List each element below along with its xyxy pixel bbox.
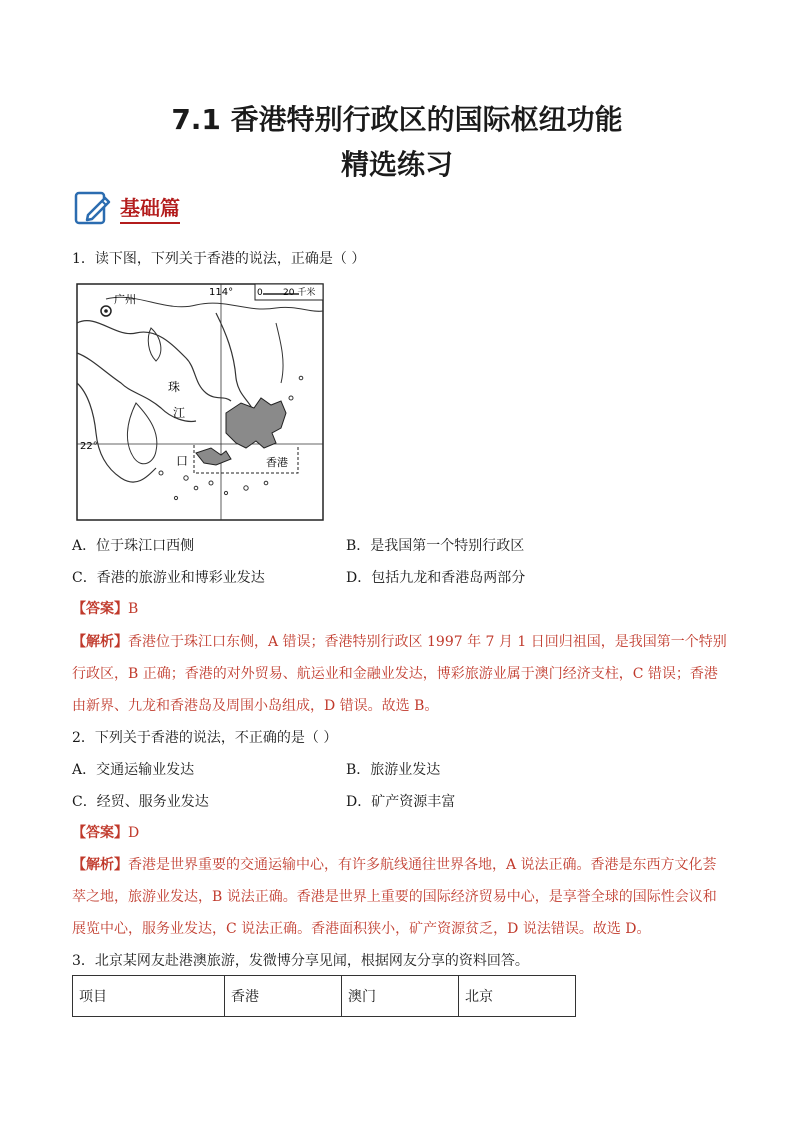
- q1-option-a: A．位于珠江口西侧: [72, 538, 195, 554]
- map-label-longitude: 114°: [209, 287, 234, 298]
- q1-answer-label: 【答案】: [72, 601, 128, 617]
- q1-answer: [72, 600, 138, 618]
- q2-option-a: A．交通运输业发达: [72, 762, 195, 778]
- map-label-zhu: 珠: [168, 380, 181, 394]
- q2-analysis-line3: 展览中心，服务业发达，C 说法正确。香港面积狭小，矿产资源贫乏，D 说法错误。故选 D。: [72, 921, 651, 937]
- q2-analysis-text1: 香港是世界重要的交通运输中心，有许多航线通往世界各地，A 说法正确。香港是东西方文化荟: [128, 857, 717, 873]
- q2-stem: 2．下列关于香港的说法，不正确的是（ ）: [72, 730, 338, 746]
- section-label: 基础篇: [120, 192, 180, 224]
- table-header-cell: 项目: [73, 976, 225, 1017]
- q2-option-d: D．矿产资源丰富: [346, 794, 456, 810]
- q1-answer-value: B: [128, 601, 139, 617]
- table-header-cell: 北京: [459, 976, 576, 1017]
- q2-answer: [72, 824, 139, 842]
- page-subtitle: 精选练习: [340, 148, 453, 181]
- q1-analysis-line1: [72, 633, 727, 651]
- q1-analysis-text1: 香港位于珠江口东侧，A 错误；香港特别行政区 1997 年 7 月 1 日回归祖国，是我国第一个特别: [128, 634, 727, 650]
- q2-option-c: C．经贸、服务业发达: [72, 794, 209, 810]
- map-label-jiang: 江: [173, 406, 186, 420]
- page-title: 7.1 香港特别行政区的国际枢纽功能: [171, 103, 623, 136]
- q1-stem: 1．读下图，下列关于香港的说法，正确是（ ）: [72, 251, 366, 267]
- q1-option-d: D．包括九龙和香港岛两部分: [346, 570, 526, 586]
- q1-analysis-line3: 由新界、九龙和香港岛及周围小岛组成，D 错误。故选 B。: [72, 698, 439, 714]
- q1-option-b: B．是我国第一个特别行政区: [346, 538, 525, 554]
- q1-analysis-label: 【解析】: [72, 634, 128, 650]
- map-label-scale-zero: 0: [257, 288, 263, 298]
- q2-analysis-line1: [72, 856, 717, 874]
- map-label-kou: 口: [176, 454, 189, 468]
- map-label-latitude: 22°: [80, 441, 98, 452]
- q2-answer-label: 【答案】: [72, 825, 128, 841]
- q2-answer-value: D: [128, 825, 140, 841]
- q2-analysis-line2: 萃之地，旅游业发达，B 说法正确。香港是世界上重要的国际经济贸易中心，是享誉全球的国际性会议和: [72, 889, 717, 905]
- section-badge: [74, 188, 180, 228]
- q3-stem: 3．北京某网友赴港澳旅游，发微博分享见闻，根据网友分享的资料回答。: [72, 953, 529, 969]
- pencil-edit-icon: [74, 189, 112, 227]
- table-header-cell: 香港: [225, 976, 342, 1017]
- q2-option-b: B．旅游业发达: [346, 762, 441, 778]
- q2-analysis-label: 【解析】: [72, 857, 128, 873]
- q1-option-c: C．香港的旅游业和博彩业发达: [72, 570, 265, 586]
- q3-table: [72, 975, 576, 1017]
- map-label-guangzhou: 广州: [114, 293, 136, 306]
- map-label-scale-distance: 20 千米: [283, 288, 316, 298]
- q1-analysis-line2: 行政区，B 正确；香港的对外贸易、航运业和金融业发达，博彩旅游业属于澳门经济支柱，C 错误；香港: [72, 666, 718, 682]
- map-label-hongkong: 香港: [266, 456, 288, 469]
- table-row: [73, 976, 576, 1017]
- table-header-cell: 澳门: [342, 976, 459, 1017]
- pearl-river-delta-map: [76, 283, 324, 521]
